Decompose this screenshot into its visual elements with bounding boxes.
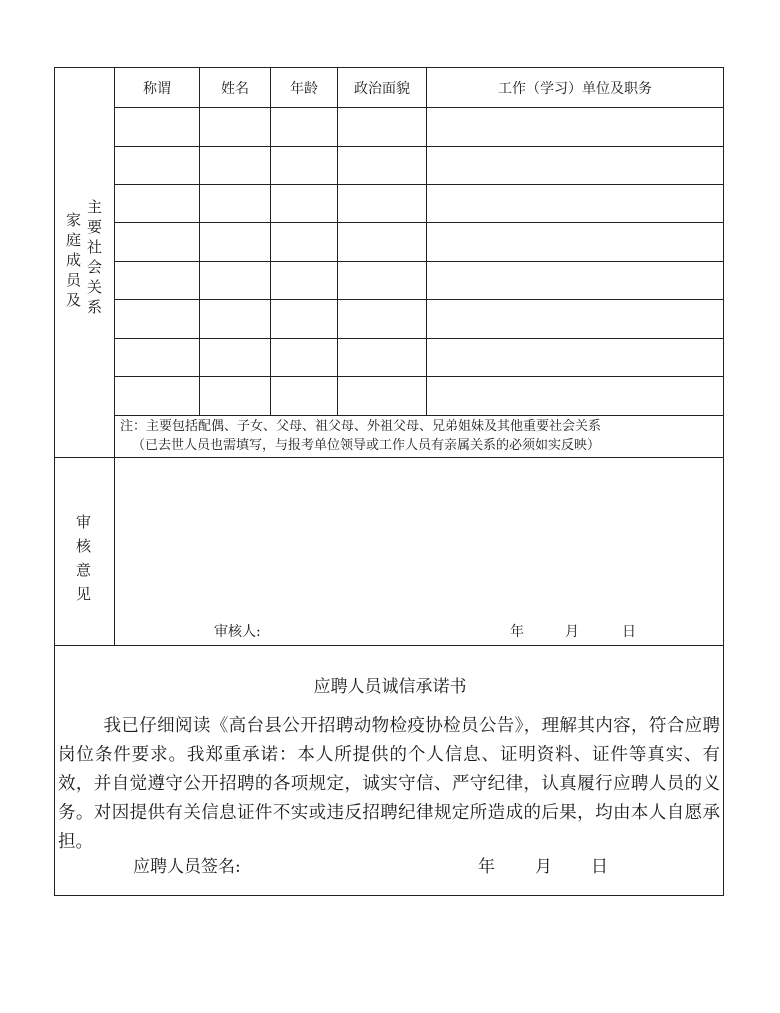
cell-relation[interactable] (115, 147, 199, 184)
section-divider-review (54, 457, 724, 458)
cell-age[interactable] (271, 185, 337, 222)
cell-political-status[interactable] (338, 223, 426, 261)
cell-political-status[interactable] (338, 185, 426, 222)
review-opinion-area[interactable] (116, 459, 722, 609)
pledge-month: 月 (535, 857, 552, 877)
cell-political-status[interactable] (338, 108, 426, 146)
cell-relation[interactable] (115, 339, 199, 376)
cell-relation[interactable] (115, 262, 199, 299)
cell-workplace-position[interactable] (427, 185, 723, 222)
cell-age[interactable] (271, 108, 337, 146)
cell-relation[interactable] (115, 185, 199, 222)
cell-name[interactable] (200, 339, 270, 376)
cell-relation[interactable] (115, 108, 199, 146)
review-day: 日 (622, 624, 636, 640)
family-label-col1: 家 庭 成 员 及 (66, 211, 82, 309)
reviewer-label: 审核人: (214, 624, 261, 640)
header-relation: 称谓 (143, 80, 171, 97)
frame-left (54, 67, 55, 895)
cell-age[interactable] (271, 223, 337, 261)
cell-name[interactable] (200, 223, 270, 261)
frame-bottom (54, 895, 724, 896)
section-divider-pledge (54, 645, 724, 646)
cell-name[interactable] (200, 300, 270, 338)
cell-name[interactable] (200, 147, 270, 184)
review-year: 年 (510, 624, 524, 640)
cell-name[interactable] (200, 185, 270, 222)
frame-right (723, 67, 724, 895)
cell-political-status[interactable] (338, 262, 426, 299)
cell-workplace-position[interactable] (427, 147, 723, 184)
cell-relation[interactable] (115, 223, 199, 261)
family-note-line2: （已去世人员也需填写，与报考单位领导或工作人员有亲属关系的必须如实反映） (132, 438, 601, 453)
row-line (114, 415, 723, 416)
pledge-body-text: 我已仔细阅读《高台县公开招聘动物检疫协检员公告》，理解其内容，符合应聘岗位条件要求。我郑重承诺：本人所提供的个人信息、证明资料、证件等真实、有效，并自觉遵守公开招聘的各项规定，诚实守信、严守纪律，认真履行应聘人员的义务。对因提供有关信息证件不实或违反招聘纪律规定所造成的后果，均由本人自愿承担。 (58, 716, 720, 852)
cell-workplace-position[interactable] (427, 339, 723, 376)
review-label: 审 核 意 见 (76, 513, 92, 603)
cell-relation[interactable] (115, 377, 199, 415)
cell-workplace-position[interactable] (427, 300, 723, 338)
pledge-day: 日 (591, 857, 608, 877)
cell-name[interactable] (200, 262, 270, 299)
signature-label: 应聘人员签名: (133, 857, 241, 877)
cell-age[interactable] (271, 147, 337, 184)
cell-age[interactable] (271, 300, 337, 338)
header-political-status: 政治面貌 (354, 80, 410, 97)
cell-political-status[interactable] (338, 377, 426, 415)
cell-workplace-position[interactable] (427, 377, 723, 415)
cell-political-status[interactable] (338, 339, 426, 376)
pledge-title: 应聘人员诚信承诺书 (313, 677, 467, 697)
cell-workplace-position[interactable] (427, 262, 723, 299)
cell-workplace-position[interactable] (427, 108, 723, 146)
cell-name[interactable] (200, 108, 270, 146)
review-month: 月 (565, 624, 579, 640)
family-note-line1: 注：主要包括配偶、子女、父母、祖父母、外祖父母、兄弟姐妹及其他重要社会关系 (120, 419, 602, 434)
header-age: 年龄 (290, 80, 318, 97)
cell-age[interactable] (271, 339, 337, 376)
pledge-body (58, 712, 720, 857)
cell-age[interactable] (271, 262, 337, 299)
cell-workplace-position[interactable] (427, 223, 723, 261)
cell-political-status[interactable] (338, 147, 426, 184)
pledge-year: 年 (478, 857, 495, 877)
cell-name[interactable] (200, 377, 270, 415)
header-name: 姓名 (221, 80, 249, 97)
header-workplace-position: 工作（学习）单位及职务 (498, 80, 652, 97)
cell-age[interactable] (271, 377, 337, 415)
family-label-col2: 主 要 社 会 关 系 (87, 198, 103, 316)
cell-political-status[interactable] (338, 300, 426, 338)
cell-relation[interactable] (115, 300, 199, 338)
